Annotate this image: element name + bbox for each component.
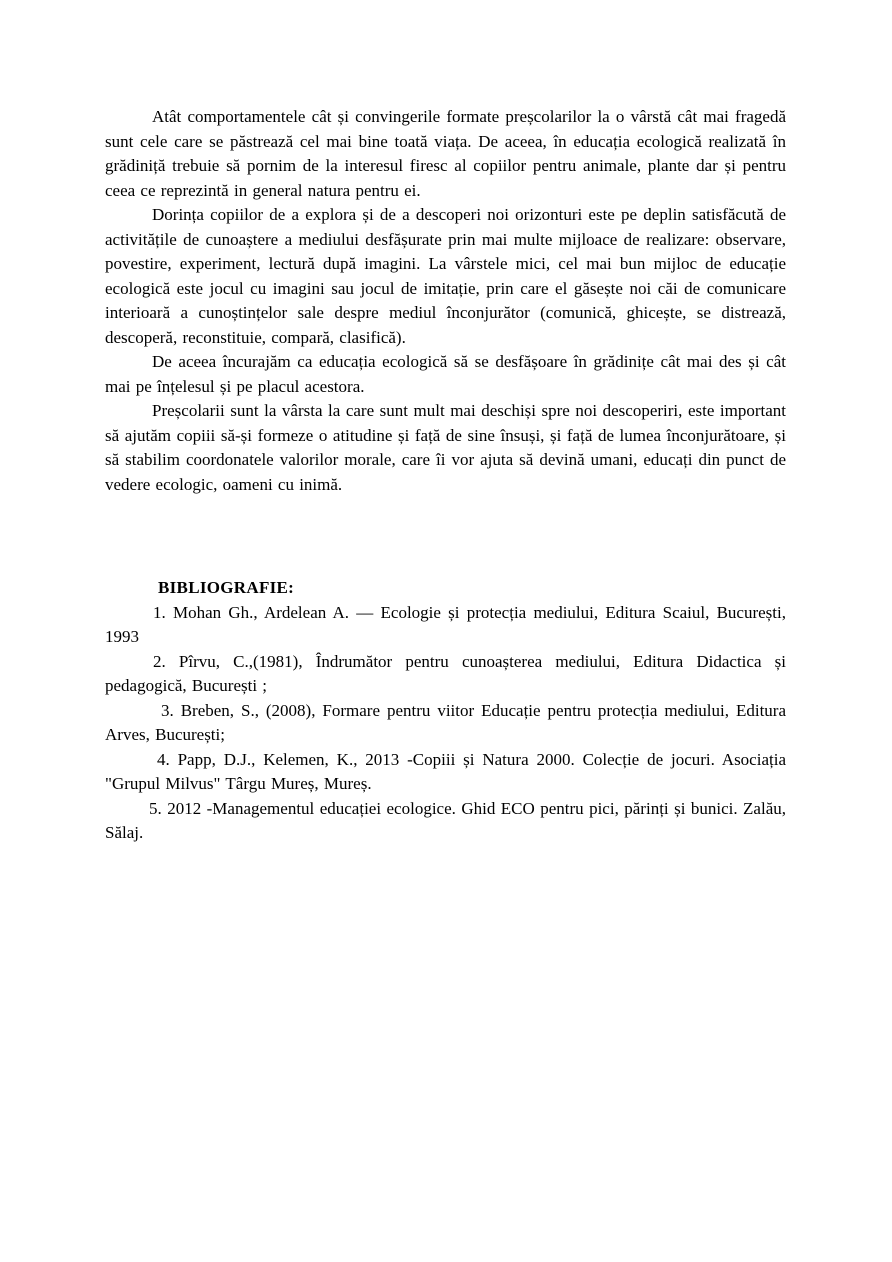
bibliography-item-1: 1. Mohan Gh., Ardelean A. — Ecologie și protecția mediului, Editura Scaiul, București, 1993: [105, 602, 786, 646]
bibliography-item-5: 5. 2012 -Managementul educației ecologice. Ghid ECO pentru pici, părinți și bunici. Zalău, Sălaj.: [105, 798, 786, 842]
body-paragraph-4: Preșcolarii sunt la vârsta la care sunt mult mai deschiși spre noi descoperiri, este important să ajutăm copiii să-și formeze o atitudine și față de sine însuși, și față de lumea înconjurătoare, și să stabilim coordonatele valorilor morale, care îi vor ajuta să devină umani, educați din punct de vedere ecologic, oameni cu inimă.: [105, 401, 786, 494]
body-paragraph-1: Atât comportamentele cât și convingerile formate preșcolarilor la o vârstă cât mai fragedă sunt cele care se păstrează cel mai bine toată viața. De aceea, în educația ecologică realizată în grădiniță trebuie să pornim de la interesul firesc al copiilor pentru animale, plante dar și pentru ceea ce reprezintă in general natura pentru ei.: [105, 107, 786, 200]
bibliography-item-3: 3. Breben, S., (2008), Formare pentru viitor Educație pentru protecția mediului, Editura Arves, București;: [105, 700, 786, 744]
body-paragraph-2: Dorința copiilor de a explora și de a descoperi noi orizonturi este pe deplin satisfăcută de activitățile de cunoaștere a mediului desfășurate prin mai multe mijloace de realizare: observare, povestire, experiment, lectură după imagini. La vârstele mici, cel mai bun mijloc de educație ecologică este jocul cu imagini sau jocul de imitație, prin care el găsește noi căi de comunicare interioară a cunoștințelor sale despre mediul înconjurător (comunică, ghicește, se distrează, descoperă, reconstituie, compară, clasifică).: [105, 205, 786, 347]
bibliography-heading: BIBLIOGRAFIE:: [158, 578, 295, 597]
bibliography-item-2: 2. Pîrvu, C.,(1981), Îndrumător pentru cunoașterea mediului, Editura Didactica și pedagogică, București ;: [105, 651, 786, 695]
body-paragraph-3: De aceea încurajăm ca educația ecologică să se desfășoare în grădinițe cât mai des și cât mai pe înțelesul și pe placul acestora.: [105, 352, 786, 396]
bibliography-item-4: 4. Papp, D.J., Kelemen, K., 2013 -Copiii și Natura 2000. Colecție de jocuri. Asociația "Grupul Milvus" Târgu Mureș, Mureș.: [105, 749, 786, 793]
page-content: [105, 105, 786, 846]
